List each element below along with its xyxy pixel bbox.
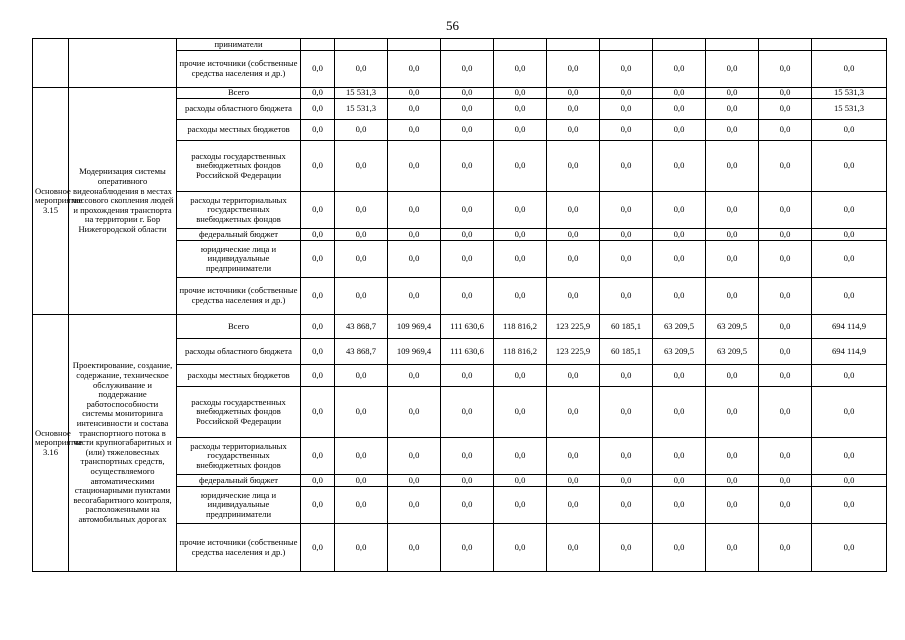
amount-cell: 111 630,6 <box>441 315 494 339</box>
funding-source-label: расходы местных бюджетов <box>177 365 301 387</box>
amount-cell <box>812 39 887 51</box>
amount-cell: 0,0 <box>706 524 759 572</box>
amount-cell: 0,0 <box>812 524 887 572</box>
amount-cell: 0,0 <box>388 99 441 120</box>
amount-cell: 0,0 <box>301 339 335 365</box>
amount-cell: 0,0 <box>759 339 812 365</box>
amount-cell: 0,0 <box>494 192 547 229</box>
funding-source-label: расходы государственных внебюджетных фондов Российской Федерации <box>177 141 301 192</box>
event-title-cell <box>69 39 177 88</box>
amount-cell: 0,0 <box>812 438 887 475</box>
amount-cell <box>494 39 547 51</box>
budget-table <box>32 38 887 572</box>
amount-cell: 0,0 <box>388 120 441 141</box>
amount-cell: 0,0 <box>600 524 653 572</box>
amount-cell: 0,0 <box>301 192 335 229</box>
amount-cell <box>388 39 441 51</box>
amount-cell: 0,0 <box>547 229 600 241</box>
amount-cell: 0,0 <box>547 365 600 387</box>
amount-cell: 0,0 <box>335 475 388 487</box>
funding-source-label: федеральный бюджет <box>177 475 301 487</box>
amount-cell: 111 630,6 <box>441 339 494 365</box>
amount-cell: 0,0 <box>759 51 812 88</box>
amount-cell: 0,0 <box>547 438 600 475</box>
amount-cell: 0,0 <box>301 278 335 315</box>
amount-cell: 0,0 <box>759 141 812 192</box>
amount-cell: 0,0 <box>335 120 388 141</box>
amount-cell <box>653 39 706 51</box>
amount-cell: 0,0 <box>706 229 759 241</box>
amount-cell: 0,0 <box>812 141 887 192</box>
amount-cell: 0,0 <box>547 120 600 141</box>
amount-cell: 0,0 <box>441 99 494 120</box>
funding-source-label: расходы областного бюджета <box>177 99 301 120</box>
amount-cell: 0,0 <box>388 51 441 88</box>
amount-cell: 0,0 <box>301 99 335 120</box>
funding-source-label: прочие источники (собственные средства населения и др.) <box>177 278 301 315</box>
amount-cell: 0,0 <box>600 229 653 241</box>
amount-cell: 0,0 <box>653 278 706 315</box>
amount-cell: 0,0 <box>301 241 335 278</box>
amount-cell: 0,0 <box>706 192 759 229</box>
amount-cell: 0,0 <box>600 99 653 120</box>
amount-cell: 0,0 <box>759 438 812 475</box>
amount-cell: 0,0 <box>388 192 441 229</box>
amount-cell: 0,0 <box>706 88 759 99</box>
amount-cell: 0,0 <box>441 487 494 524</box>
amount-cell: 0,0 <box>759 315 812 339</box>
amount-cell: 0,0 <box>653 387 706 438</box>
amount-cell: 0,0 <box>706 278 759 315</box>
funding-source-label: юридические лица и индивидуальные предприниматели <box>177 487 301 524</box>
funding-source-label: федеральный бюджет <box>177 229 301 241</box>
table-body <box>33 39 887 572</box>
amount-cell: 0,0 <box>600 365 653 387</box>
amount-cell: 0,0 <box>388 88 441 99</box>
funding-source-label: расходы территориальных государственных внебюджетных фондов <box>177 438 301 475</box>
amount-cell: 0,0 <box>600 438 653 475</box>
table-row <box>33 88 887 99</box>
amount-cell: 0,0 <box>653 524 706 572</box>
amount-cell: 0,0 <box>547 387 600 438</box>
amount-cell: 0,0 <box>494 241 547 278</box>
amount-cell: 0,0 <box>388 524 441 572</box>
amount-cell: 0,0 <box>653 192 706 229</box>
amount-cell: 43 868,7 <box>335 315 388 339</box>
amount-cell: 0,0 <box>388 229 441 241</box>
amount-cell: 0,0 <box>600 487 653 524</box>
funding-source-label: расходы государственных внебюджетных фондов Российской Федерации <box>177 387 301 438</box>
amount-cell: 0,0 <box>547 99 600 120</box>
amount-cell: 0,0 <box>759 192 812 229</box>
amount-cell: 0,0 <box>441 438 494 475</box>
amount-cell: 0,0 <box>441 241 494 278</box>
amount-cell: 0,0 <box>706 141 759 192</box>
amount-cell: 0,0 <box>706 387 759 438</box>
amount-cell: 0,0 <box>653 365 706 387</box>
amount-cell: 0,0 <box>494 475 547 487</box>
amount-cell: 0,0 <box>441 141 494 192</box>
amount-cell: 0,0 <box>494 365 547 387</box>
page-number: 56 <box>446 18 459 33</box>
amount-cell: 0,0 <box>547 487 600 524</box>
amount-cell: 0,0 <box>441 365 494 387</box>
amount-cell: 0,0 <box>388 365 441 387</box>
amount-cell: 0,0 <box>494 51 547 88</box>
amount-cell: 0,0 <box>706 120 759 141</box>
funding-source-label: прочие источники (собственные средства населения и др.) <box>177 51 301 88</box>
amount-cell: 0,0 <box>301 88 335 99</box>
amount-cell: 0,0 <box>494 88 547 99</box>
amount-cell: 0,0 <box>301 475 335 487</box>
amount-cell: 0,0 <box>494 141 547 192</box>
amount-cell: 0,0 <box>759 99 812 120</box>
amount-cell: 0,0 <box>441 192 494 229</box>
amount-cell: 0,0 <box>335 192 388 229</box>
amount-cell: 0,0 <box>441 229 494 241</box>
amount-cell: 43 868,7 <box>335 339 388 365</box>
amount-cell: 0,0 <box>388 241 441 278</box>
amount-cell: 0,0 <box>547 278 600 315</box>
funding-source-label: приниматели <box>177 39 301 51</box>
funding-source-label: расходы местных бюджетов <box>177 120 301 141</box>
amount-cell: 0,0 <box>547 88 600 99</box>
amount-cell: 0,0 <box>494 278 547 315</box>
amount-cell: 0,0 <box>388 475 441 487</box>
amount-cell: 0,0 <box>653 99 706 120</box>
amount-cell: 0,0 <box>335 51 388 88</box>
amount-cell: 0,0 <box>600 141 653 192</box>
amount-cell: 0,0 <box>301 229 335 241</box>
amount-cell: 0,0 <box>335 524 388 572</box>
amount-cell: 0,0 <box>547 141 600 192</box>
event-title-cell: Проектирование, создание, содержание, техническое обслуживание и поддержание работоспособности системы мониторинга интенсивности и состава транспортного потока в части крупногабаритных и (или) тяжеловесных транспортных средств, осуществляемого автоматическими стационарными пунктами весогабаритного контроля, расположенными на автомобильных дорогах <box>69 315 177 572</box>
amount-cell: 0,0 <box>812 487 887 524</box>
amount-cell: 15 531,3 <box>335 88 388 99</box>
amount-cell: 0,0 <box>301 487 335 524</box>
amount-cell: 0,0 <box>706 475 759 487</box>
amount-cell: 0,0 <box>759 88 812 99</box>
amount-cell: 0,0 <box>759 241 812 278</box>
amount-cell: 0,0 <box>653 141 706 192</box>
amount-cell: 0,0 <box>441 278 494 315</box>
amount-cell: 0,0 <box>653 475 706 487</box>
amount-cell: 0,0 <box>759 278 812 315</box>
amount-cell: 63 209,5 <box>653 339 706 365</box>
amount-cell: 0,0 <box>600 241 653 278</box>
funding-source-label: юридические лица и индивидуальные предприниматели <box>177 241 301 278</box>
amount-cell: 123 225,9 <box>547 315 600 339</box>
amount-cell: 0,0 <box>759 487 812 524</box>
amount-cell: 0,0 <box>812 192 887 229</box>
amount-cell: 118 816,2 <box>494 315 547 339</box>
amount-cell <box>301 39 335 51</box>
amount-cell: 0,0 <box>301 141 335 192</box>
table-row <box>33 39 887 51</box>
amount-cell: 694 114,9 <box>812 315 887 339</box>
amount-cell: 15 531,3 <box>812 88 887 99</box>
amount-cell: 0,0 <box>653 88 706 99</box>
amount-cell: 0,0 <box>301 315 335 339</box>
amount-cell: 0,0 <box>547 241 600 278</box>
amount-cell: 0,0 <box>812 387 887 438</box>
amount-cell: 0,0 <box>301 524 335 572</box>
amount-cell: 0,0 <box>706 241 759 278</box>
funding-source-label: прочие источники (собственные средства населения и др.) <box>177 524 301 572</box>
amount-cell: 123 225,9 <box>547 339 600 365</box>
amount-cell: 0,0 <box>547 524 600 572</box>
amount-cell: 109 969,4 <box>388 315 441 339</box>
funding-source-label: Всего <box>177 315 301 339</box>
event-title-cell: Модернизация системы оперативного видеонаблюдения в местах массового скопления людей и прохождения транспорта на территории г. Бор Нижегородской области <box>69 88 177 315</box>
amount-cell: 0,0 <box>335 229 388 241</box>
amount-cell: 63 209,5 <box>706 339 759 365</box>
amount-cell: 60 185,1 <box>600 339 653 365</box>
amount-cell <box>600 39 653 51</box>
amount-cell: 0,0 <box>494 487 547 524</box>
amount-cell: 0,0 <box>494 524 547 572</box>
amount-cell: 0,0 <box>706 487 759 524</box>
amount-cell: 0,0 <box>600 192 653 229</box>
amount-cell: 0,0 <box>388 438 441 475</box>
amount-cell: 0,0 <box>335 387 388 438</box>
funding-source-label: расходы территориальных государственных внебюджетных фондов <box>177 192 301 229</box>
amount-cell <box>706 39 759 51</box>
amount-cell: 0,0 <box>759 475 812 487</box>
amount-cell: 63 209,5 <box>653 315 706 339</box>
amount-cell: 0,0 <box>301 387 335 438</box>
amount-cell: 0,0 <box>335 487 388 524</box>
amount-cell: 0,0 <box>706 438 759 475</box>
amount-cell <box>547 39 600 51</box>
amount-cell <box>759 39 812 51</box>
amount-cell: 0,0 <box>441 88 494 99</box>
amount-cell: 0,0 <box>301 438 335 475</box>
amount-cell: 0,0 <box>301 120 335 141</box>
amount-cell: 109 969,4 <box>388 339 441 365</box>
amount-cell: 60 185,1 <box>600 315 653 339</box>
amount-cell: 0,0 <box>653 487 706 524</box>
amount-cell: 0,0 <box>388 387 441 438</box>
amount-cell: 0,0 <box>547 475 600 487</box>
amount-cell: 0,0 <box>494 438 547 475</box>
event-code-cell: Основное мероприятие 3.16 <box>33 315 69 572</box>
amount-cell: 0,0 <box>441 475 494 487</box>
amount-cell: 0,0 <box>759 524 812 572</box>
amount-cell: 0,0 <box>706 51 759 88</box>
amount-cell: 0,0 <box>388 487 441 524</box>
amount-cell: 0,0 <box>600 51 653 88</box>
amount-cell: 0,0 <box>759 387 812 438</box>
amount-cell: 0,0 <box>494 229 547 241</box>
amount-cell: 0,0 <box>812 229 887 241</box>
amount-cell: 0,0 <box>547 51 600 88</box>
amount-cell: 0,0 <box>388 278 441 315</box>
amount-cell: 0,0 <box>600 278 653 315</box>
amount-cell: 0,0 <box>653 229 706 241</box>
amount-cell: 0,0 <box>335 438 388 475</box>
amount-cell: 15 531,3 <box>812 99 887 120</box>
amount-cell: 0,0 <box>812 241 887 278</box>
amount-cell <box>335 39 388 51</box>
amount-cell: 0,0 <box>335 278 388 315</box>
amount-cell <box>441 39 494 51</box>
amount-cell: 0,0 <box>441 387 494 438</box>
amount-cell: 0,0 <box>600 88 653 99</box>
amount-cell: 0,0 <box>335 241 388 278</box>
amount-cell: 0,0 <box>653 241 706 278</box>
event-code-cell <box>33 39 69 88</box>
amount-cell: 0,0 <box>706 99 759 120</box>
amount-cell: 0,0 <box>600 475 653 487</box>
amount-cell: 0,0 <box>812 51 887 88</box>
amount-cell: 0,0 <box>301 365 335 387</box>
amount-cell: 0,0 <box>547 192 600 229</box>
amount-cell: 0,0 <box>812 120 887 141</box>
amount-cell: 0,0 <box>494 120 547 141</box>
amount-cell: 118 816,2 <box>494 339 547 365</box>
amount-cell: 0,0 <box>812 475 887 487</box>
amount-cell: 0,0 <box>600 120 653 141</box>
amount-cell: 0,0 <box>653 51 706 88</box>
amount-cell: 0,0 <box>653 120 706 141</box>
funding-source-label: Всего <box>177 88 301 99</box>
amount-cell: 0,0 <box>759 120 812 141</box>
table-row <box>33 315 887 339</box>
amount-cell: 0,0 <box>759 365 812 387</box>
event-code-cell: Основное мероприятие 3.15 <box>33 88 69 315</box>
amount-cell: 0,0 <box>388 141 441 192</box>
amount-cell: 0,0 <box>494 99 547 120</box>
amount-cell: 694 114,9 <box>812 339 887 365</box>
amount-cell: 0,0 <box>706 365 759 387</box>
amount-cell: 15 531,3 <box>335 99 388 120</box>
amount-cell: 0,0 <box>812 278 887 315</box>
amount-cell: 0,0 <box>335 141 388 192</box>
funding-source-label: расходы областного бюджета <box>177 339 301 365</box>
amount-cell: 0,0 <box>301 51 335 88</box>
amount-cell: 0,0 <box>653 438 706 475</box>
amount-cell: 0,0 <box>759 229 812 241</box>
amount-cell: 0,0 <box>441 524 494 572</box>
amount-cell: 0,0 <box>600 387 653 438</box>
amount-cell: 0,0 <box>812 365 887 387</box>
amount-cell: 0,0 <box>441 51 494 88</box>
amount-cell: 0,0 <box>494 387 547 438</box>
amount-cell: 0,0 <box>335 365 388 387</box>
amount-cell: 0,0 <box>441 120 494 141</box>
amount-cell: 63 209,5 <box>706 315 759 339</box>
